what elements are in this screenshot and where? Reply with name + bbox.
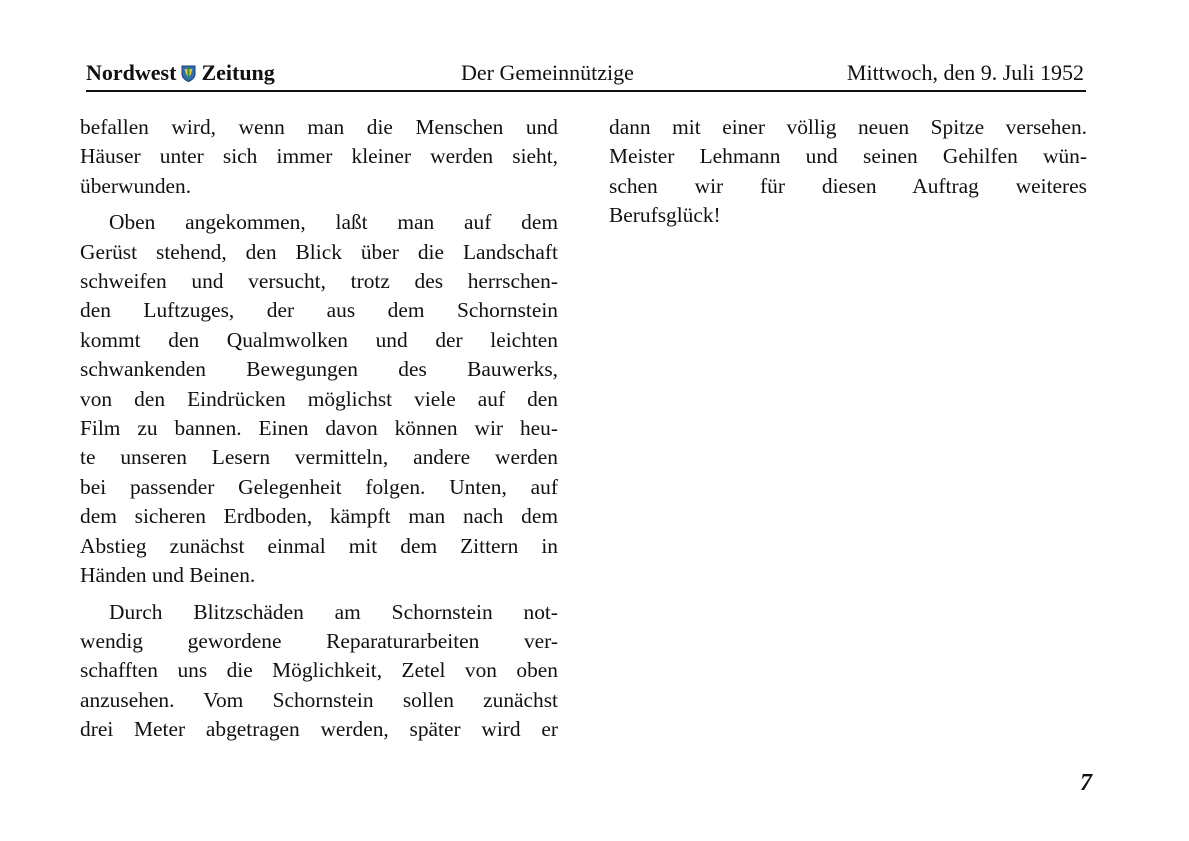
text-line: Meister Lehmann und seinen Gehilfen wün-: [609, 144, 1087, 169]
text-line: Abstieg zunächst einmal mit dem Zittern in: [80, 533, 558, 558]
left-column: [80, 113, 558, 752]
masthead-right-word: Zeitung: [201, 60, 275, 85]
text-line: anzusehen. Vom Schornstein sollen zunächst: [80, 687, 558, 712]
paragraph-1: [80, 113, 558, 201]
text-line: Oben angekommen, laßt man auf dem: [109, 210, 558, 235]
text-line: schwankenden Bewegungen des Bauwerks,: [80, 357, 558, 382]
issue-date: Mittwoch, den 9. Juli 1952: [846, 60, 1084, 85]
text-line: te unseren Lesern vermitteln, andere werden: [80, 445, 558, 470]
page-header: [86, 58, 1086, 92]
paragraph-3: [80, 598, 558, 745]
text-line: bei passender Gelegenheit folgen. Unten, auf: [80, 474, 558, 499]
newspaper-masthead: [86, 60, 275, 86]
text-line: dem sicheren Erdboden, kämpft man nach dem: [80, 504, 558, 529]
text-line: drei Meter abgetragen werden, später wird er: [80, 717, 558, 742]
text-line: von den Eindrücken möglichst viele auf den: [80, 386, 558, 411]
paragraph-2: [80, 208, 558, 590]
text-line: schweifen und versucht, trotz des herrschen-: [80, 269, 558, 294]
masthead-left-word: Nordwest: [86, 60, 177, 85]
text-line: wendig gewordene Reparaturarbeiten ver-: [80, 628, 558, 653]
text-line: kommt den Qualmwolken und der leichten: [80, 327, 558, 352]
page-number: 7: [1080, 770, 1092, 796]
text-line: schafften uns die Möglichkeit, Zetel von oben: [80, 658, 558, 683]
text-line: schen wir für diesen Auftrag weiteres: [609, 173, 1087, 198]
text-line: überwunden.: [80, 173, 192, 198]
text-line: Durch Blitzschäden am Schornstein not-: [109, 599, 558, 624]
publication-title: Der Gemeinnützige: [461, 60, 634, 85]
text-line: den Luftzuges, der aus dem Schornstein: [80, 298, 558, 323]
coat-of-arms-icon: [181, 65, 196, 82]
text-line: Berufsglück!: [609, 203, 721, 228]
right-column: [609, 113, 1087, 238]
text-line: dann mit einer völlig neuen Spitze versehen.: [609, 115, 1087, 139]
text-line: Gerüst stehend, den Blick über die Landschaft: [80, 239, 558, 264]
text-line: Händen und Beinen.: [80, 563, 256, 588]
text-line: Film zu bannen. Einen davon können wir heu-: [80, 416, 558, 441]
text-line: befallen wird, wenn man die Menschen und: [80, 115, 558, 139]
paragraph-continuation: [609, 113, 1087, 231]
text-line: Häuser unter sich immer kleiner werden sieht,: [80, 144, 558, 169]
